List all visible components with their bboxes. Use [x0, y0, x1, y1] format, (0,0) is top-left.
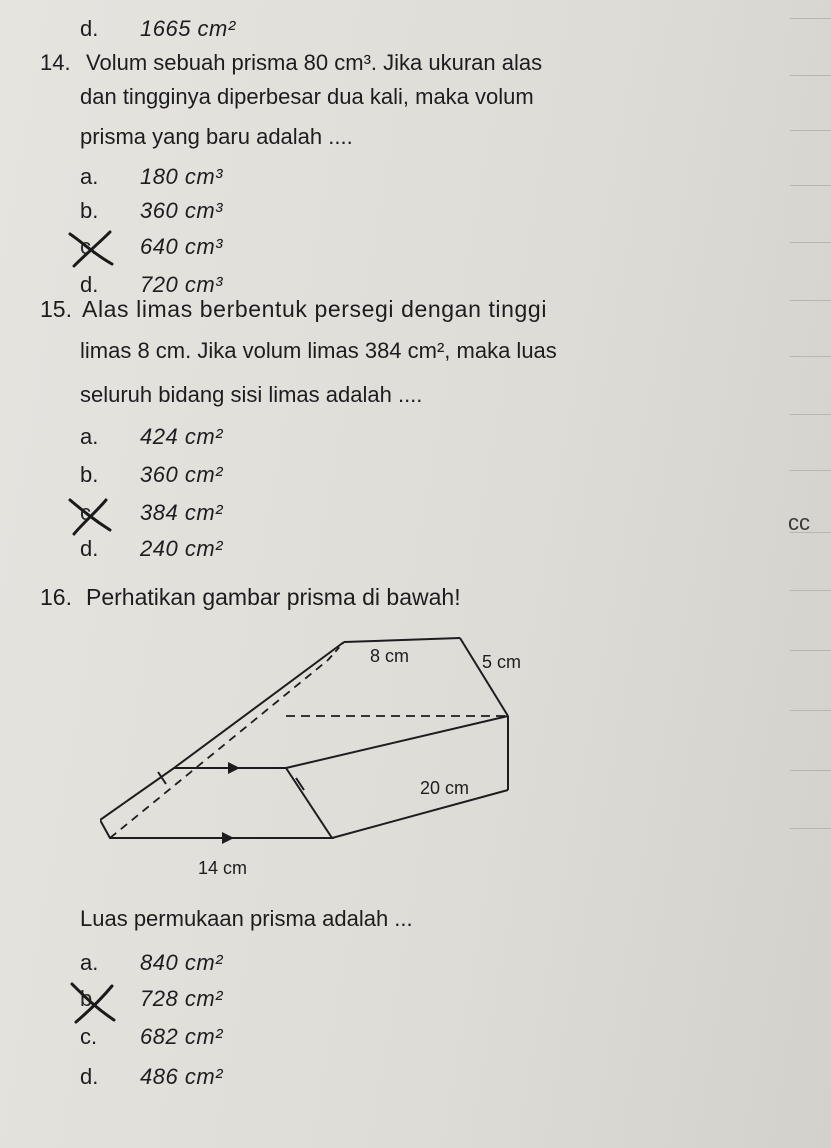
option-value: 1665 cm²: [140, 16, 236, 41]
margin-rule: [790, 414, 831, 415]
margin-rule: [790, 828, 831, 829]
prism-hidden-edge: [110, 660, 328, 838]
option-letter: d.: [80, 16, 99, 41]
option-letter: c.: [80, 500, 98, 525]
question-text: seluruh bidang sisi limas adalah ....: [80, 382, 423, 407]
option-value: 728 cm²: [140, 986, 223, 1011]
margin-rule: [790, 356, 831, 357]
question-number: 14.: [40, 50, 71, 75]
question-text: Volum sebuah prisma 80 cm³. Jika ukuran alas: [86, 50, 543, 75]
question-text: dan tingginya diperbesar dua kali, maka volum: [80, 84, 534, 109]
question-text: Alas limas berbentuk persegi dengan tinggi: [82, 296, 548, 322]
margin-rule: [790, 710, 831, 711]
option-letter: b.: [80, 986, 99, 1011]
label-base-length: 14 cm: [198, 858, 248, 878]
margin-rule: [790, 650, 831, 651]
parallel-arrow: [222, 832, 234, 844]
option-value: 840 cm²: [140, 950, 223, 975]
prism-figure: [100, 620, 560, 890]
margin-rule: [790, 185, 831, 186]
option-value: 486 cm²: [140, 1064, 223, 1089]
answer-cross-mark: [66, 980, 118, 1024]
margin-rule: [790, 770, 831, 771]
option-letter: c.: [80, 234, 98, 259]
option-letter: d.: [80, 536, 99, 561]
option-letter: c.: [80, 1024, 98, 1049]
margin-rule: [790, 470, 831, 471]
margin-rule: [790, 242, 831, 243]
question-text: prisma yang baru adalah ....: [80, 124, 353, 149]
option-value: 240 cm²: [140, 536, 223, 561]
option-letter: a.: [80, 950, 99, 975]
label-top-length: 8 cm: [370, 646, 410, 666]
option-value: 360 cm²: [140, 462, 223, 487]
option-value: 424 cm²: [140, 424, 223, 449]
question-text: Perhatikan gambar prisma di bawah!: [86, 584, 461, 610]
margin-rule: [790, 300, 831, 301]
question-number: 16.: [40, 584, 72, 610]
prism-back-top-edge: [344, 638, 460, 642]
option-letter: a.: [80, 424, 99, 449]
margin-rule: [790, 18, 831, 19]
margin-rule: [790, 590, 831, 591]
question-text: limas 8 cm. Jika volum limas 384 cm², maka luas: [80, 338, 557, 363]
option-letter: b.: [80, 462, 99, 487]
prism-edge-top-right: [286, 716, 508, 768]
parallel-arrow: [228, 762, 240, 774]
question-text: Luas permukaan prisma adalah ...: [80, 906, 413, 931]
answer-cross-mark: [66, 228, 116, 268]
label-prism-length: 20 cm: [420, 778, 470, 798]
question-number: 15.: [40, 296, 72, 322]
prism-back-right-edge: [460, 638, 508, 716]
option-letter: d.: [80, 1064, 99, 1089]
prism-edge-top-left: [174, 642, 344, 768]
option-value: 682 cm²: [140, 1024, 223, 1049]
option-letter: d.: [80, 272, 99, 297]
margin-rule: [790, 75, 831, 76]
option-value: 640 cm³: [140, 234, 223, 259]
option-value: 180 cm³: [140, 164, 223, 189]
label-slant-side: 5 cm: [482, 652, 522, 672]
option-letter: a.: [80, 164, 99, 189]
option-value: 720 cm³: [140, 272, 223, 297]
margin-handwriting: cc: [788, 510, 810, 535]
answer-cross-mark: [64, 496, 114, 536]
option-value: 360 cm³: [140, 198, 223, 223]
option-value: 384 cm²: [140, 500, 223, 525]
margin-rule: [790, 130, 831, 131]
option-letter: b.: [80, 198, 99, 223]
